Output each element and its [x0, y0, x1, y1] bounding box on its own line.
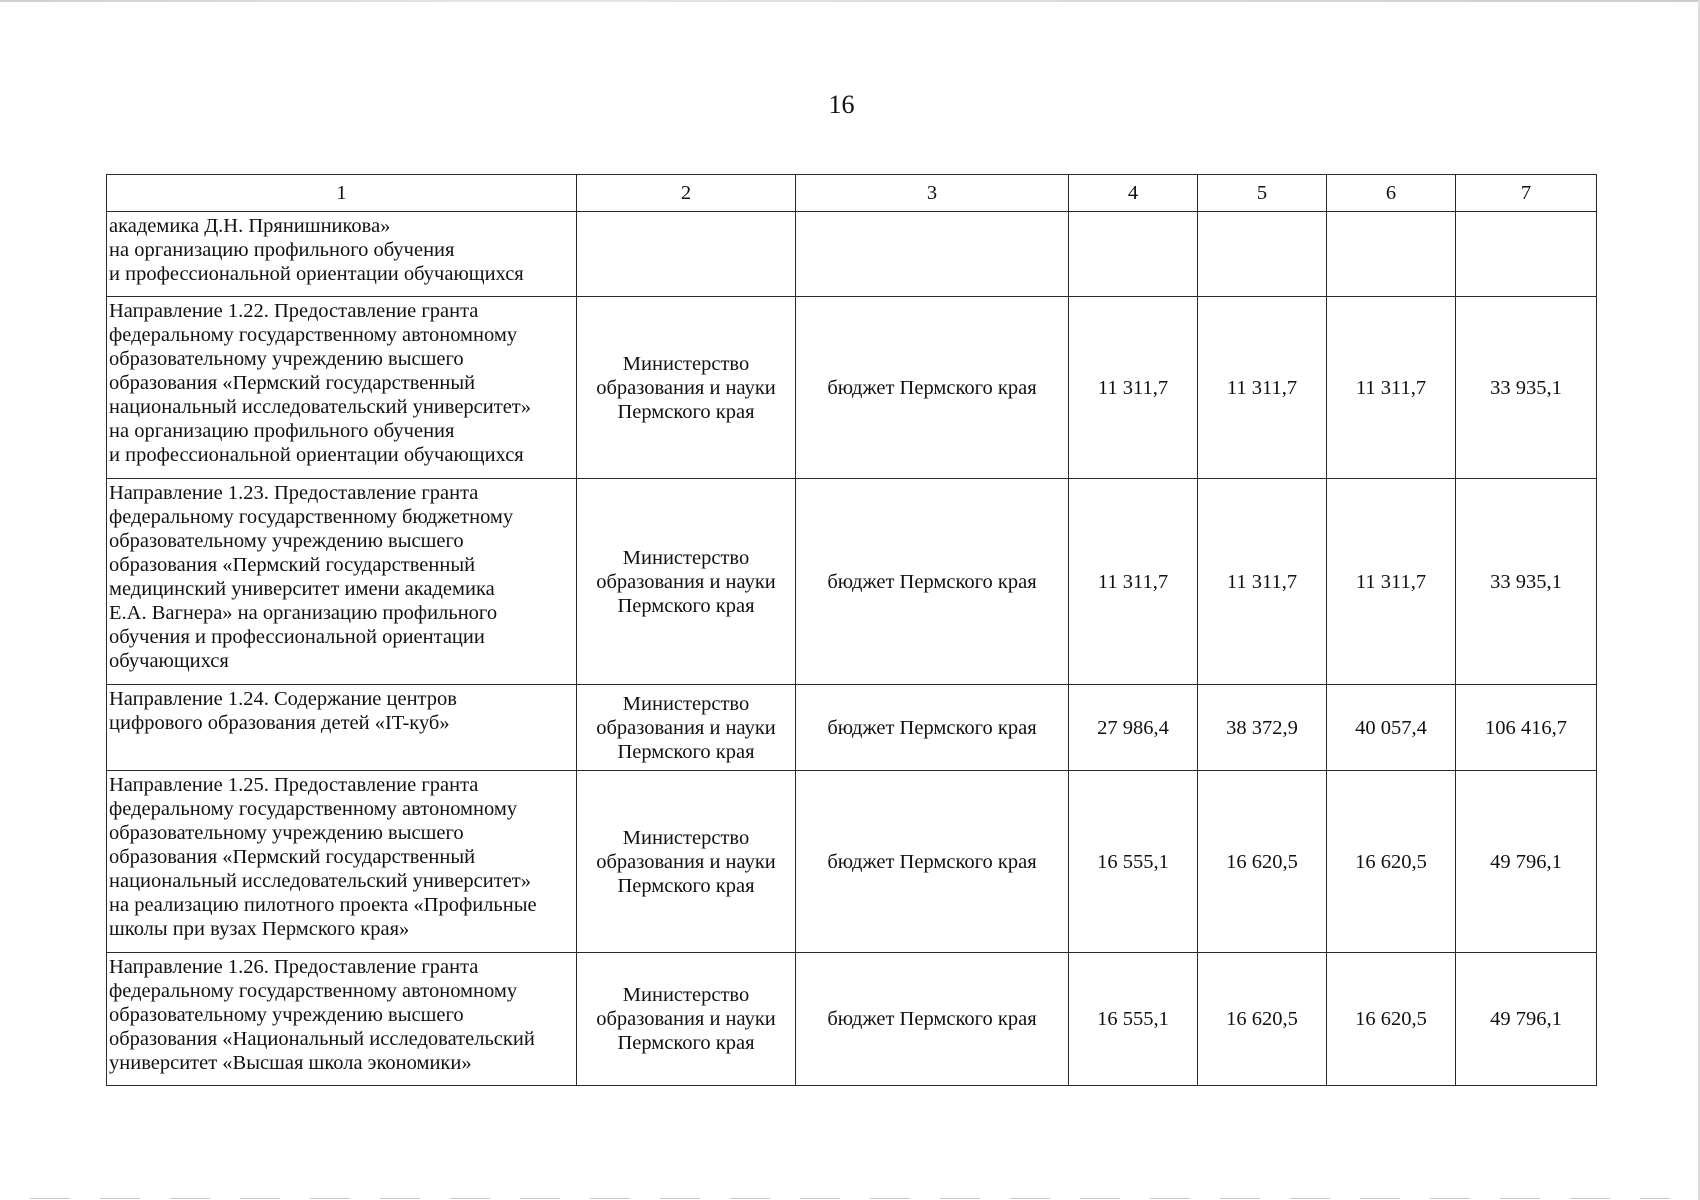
description-line: на организацию профильного обучения	[109, 420, 455, 442]
amount-year-3: 40 057,4	[1327, 685, 1456, 771]
description-line: образовательному учреждению высшего	[109, 1004, 464, 1026]
organization-line: Пермского края	[617, 400, 755, 423]
description-line: обучающихся	[109, 650, 229, 672]
funding-source	[796, 212, 1069, 297]
amount-total: 106 416,7	[1456, 685, 1597, 771]
description-line: и профессиональной ориентации обучающихся	[109, 263, 524, 285]
funding-source: бюджет Пермского края	[796, 297, 1069, 479]
table-row	[107, 685, 1597, 771]
table-row	[107, 479, 1597, 685]
direction-description	[107, 685, 577, 771]
scan-edge-top	[0, 0, 1700, 2]
description-line: Направление 1.24. Содержание центров	[109, 688, 457, 710]
direction-description	[107, 771, 577, 953]
amount-year-1	[1069, 212, 1198, 297]
description-line: Е.А. Вагнера» на организацию профильного	[109, 602, 498, 624]
organization-line: образования и науки	[596, 1008, 776, 1030]
amount-year-2: 16 620,5	[1198, 771, 1327, 953]
amount-year-2: 11 311,7	[1198, 297, 1327, 479]
organization-line: образования и науки	[596, 716, 776, 739]
description-line: образовательному учреждению высшего	[109, 348, 464, 370]
description-line: обучения и профессиональной ориентации	[109, 626, 485, 648]
amount-total: 33 935,1	[1456, 479, 1597, 685]
description-line: медицинский университет имени академика	[109, 578, 495, 600]
amount-total: 49 796,1	[1456, 953, 1597, 1086]
description-line: образования «Пермский государственный	[109, 846, 476, 868]
description-line: образования «Пермский государственный	[109, 554, 476, 576]
description-line: школы при вузах Пермского края»	[109, 918, 410, 940]
description-line: Направление 1.25. Предоставление гранта	[109, 774, 479, 796]
description-line: цифрового образования детей «IT-куб»	[109, 712, 450, 734]
budget-table	[106, 174, 1597, 1086]
organization-line: образования и науки	[596, 570, 776, 593]
responsible-organization	[577, 212, 796, 297]
amount-total	[1456, 212, 1597, 297]
column-header-4: 4	[1069, 175, 1198, 212]
amount-year-2: 16 620,5	[1198, 953, 1327, 1086]
organization-line: Пермского края	[617, 874, 755, 897]
description-line: Направление 1.22. Предоставление гранта	[109, 300, 479, 322]
organization-line: Пермского края	[617, 740, 755, 763]
direction-description	[107, 297, 577, 479]
amount-year-2: 38 372,9	[1198, 685, 1327, 771]
organization-line: Министерство	[622, 352, 750, 375]
amount-year-2: 11 311,7	[1198, 479, 1327, 685]
column-header-2: 2	[577, 175, 796, 212]
description-line: образовательному учреждению высшего	[109, 822, 464, 844]
responsible-organization	[577, 953, 796, 1086]
header-row	[107, 175, 1597, 212]
description-line: и профессиональной ориентации обучающихся	[109, 444, 524, 466]
organization-line: Министерство	[622, 692, 750, 715]
description-line: на реализацию пилотного проекта «Профильные	[109, 894, 537, 916]
organization-line: Министерство	[622, 546, 750, 569]
amount-year-1: 16 555,1	[1069, 771, 1198, 953]
amount-year-2	[1198, 212, 1327, 297]
amount-year-3: 16 620,5	[1327, 953, 1456, 1086]
organization-line: образования и науки	[596, 376, 776, 399]
description-line: Направление 1.26. Предоставление гранта	[109, 956, 479, 978]
scan-edge-bottom	[30, 1198, 1670, 1199]
amount-year-3: 16 620,5	[1327, 771, 1456, 953]
direction-description	[107, 479, 577, 685]
direction-description	[107, 953, 577, 1086]
description-line: национальный исследовательский университет»	[109, 396, 532, 418]
organization-line: Пермского края	[617, 594, 755, 617]
funding-source: бюджет Пермского края	[796, 953, 1069, 1086]
amount-total: 33 935,1	[1456, 297, 1597, 479]
description-line: образовательному учреждению высшего	[109, 530, 464, 552]
direction-description	[107, 212, 577, 297]
organization-line: Министерство	[622, 826, 750, 849]
table-body	[107, 212, 1597, 1086]
description-line: университет «Высшая школа экономики»	[109, 1052, 472, 1074]
amount-year-1: 27 986,4	[1069, 685, 1198, 771]
amount-year-3: 11 311,7	[1327, 479, 1456, 685]
description-line: образования «Национальный исследовательский	[109, 1028, 535, 1050]
description-line: на организацию профильного обучения	[109, 239, 455, 261]
funding-source: бюджет Пермского края	[796, 771, 1069, 953]
column-header-6: 6	[1327, 175, 1456, 212]
table-row	[107, 771, 1597, 953]
description-line: Направление 1.23. Предоставление гранта	[109, 482, 479, 504]
amount-year-3: 11 311,7	[1327, 297, 1456, 479]
responsible-organization	[577, 685, 796, 771]
description-line: академика Д.Н. Прянишникова»	[109, 215, 391, 237]
column-header-1: 1	[107, 175, 577, 212]
funding-source: бюджет Пермского края	[796, 479, 1069, 685]
responsible-organization	[577, 297, 796, 479]
organization-line: Пермского края	[617, 1032, 755, 1054]
amount-total: 49 796,1	[1456, 771, 1597, 953]
responsible-organization	[577, 479, 796, 685]
table-row	[107, 953, 1597, 1086]
organization-line: образования и науки	[596, 850, 776, 873]
page-number: 16	[828, 90, 855, 119]
description-line: образования «Пермский государственный	[109, 372, 476, 394]
column-header-5: 5	[1198, 175, 1327, 212]
organization-line: Министерство	[622, 984, 750, 1006]
amount-year-1: 11 311,7	[1069, 479, 1198, 685]
description-line: федеральному государственному бюджетному	[109, 506, 514, 528]
table-row	[107, 212, 1597, 297]
description-line: федеральному государственному автономному	[109, 324, 518, 346]
column-header-7: 7	[1456, 175, 1597, 212]
funding-source: бюджет Пермского края	[796, 685, 1069, 771]
description-line: федеральному государственному автономному	[109, 798, 518, 820]
amount-year-3	[1327, 212, 1456, 297]
responsible-organization	[577, 771, 796, 953]
table-row	[107, 297, 1597, 479]
column-header-3: 3	[796, 175, 1069, 212]
description-line: федеральному государственному автономному	[109, 980, 518, 1002]
amount-year-1: 11 311,7	[1069, 297, 1198, 479]
description-line: национальный исследовательский университет»	[109, 870, 532, 892]
amount-year-1: 16 555,1	[1069, 953, 1198, 1086]
